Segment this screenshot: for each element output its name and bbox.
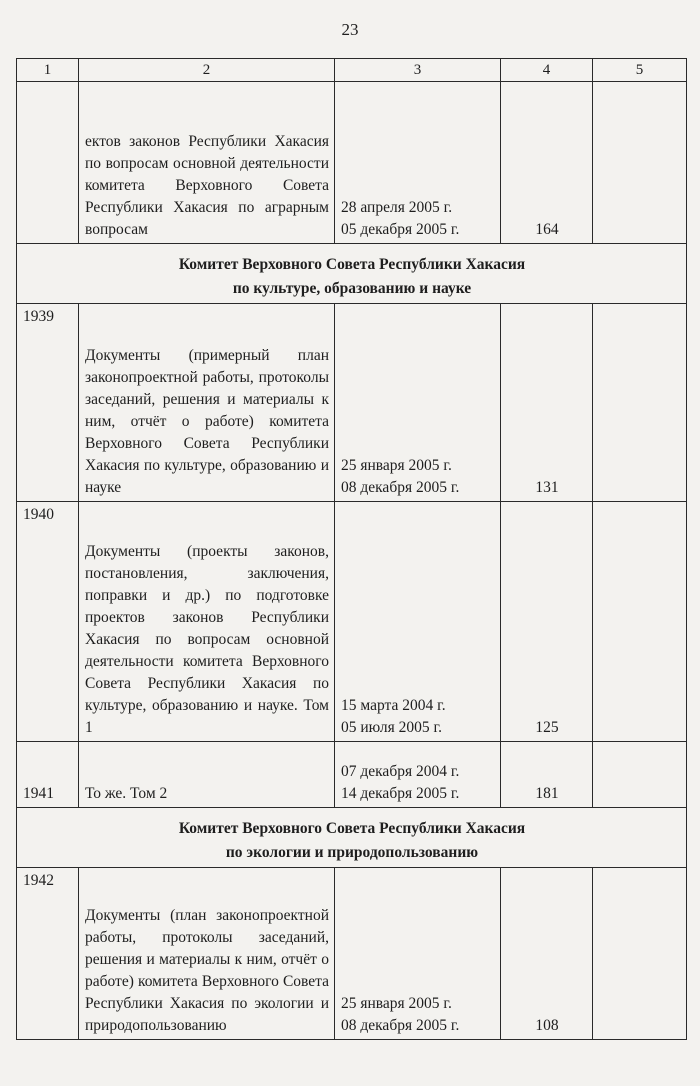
date-end: 14 декабря 2005 г.: [341, 785, 460, 802]
item-note: [593, 868, 687, 1040]
table-row: [17, 82, 687, 244]
column-header-1: 1: [17, 59, 79, 82]
item-note: [593, 742, 687, 808]
date-start: 15 марта 2004 г.: [341, 697, 446, 714]
item-dates: [335, 82, 501, 244]
section-heading-line: по культуре, образованию и науке: [232, 280, 472, 297]
section-heading: [17, 808, 687, 868]
item-dates: [335, 742, 501, 808]
column-header-5: 5: [593, 59, 687, 82]
section-heading-line: по экологии и природопользованию: [225, 844, 479, 861]
sheet-count: 125: [501, 502, 593, 742]
section-heading: [17, 244, 687, 304]
section-row: [17, 244, 687, 304]
column-header-4: 4: [501, 59, 593, 82]
date-start: 07 декабря 2004 г.: [341, 763, 460, 780]
sheet-count: 131: [501, 304, 593, 502]
item-title: Документы (примерный план законопроектной работы, протоколы заседаний, решения и материалы к ним, отчёт о работе) комитета Верховного Совета Республики Хакасия по культуре, образованию и науке: [79, 304, 335, 502]
date-end: 05 декабря 2005 г.: [341, 221, 460, 238]
table-row: [17, 304, 687, 502]
column-number-row: [17, 59, 687, 82]
item-number: 1940: [17, 502, 79, 742]
item-note: [593, 502, 687, 742]
section-heading-line: Комитет Верховного Совета Республики Хакасия: [178, 820, 526, 837]
item-note: [593, 82, 687, 244]
table-row: [17, 742, 687, 808]
date-start: 25 января 2005 г.: [341, 457, 452, 474]
column-header-2: 2: [79, 59, 335, 82]
item-number: 1942: [17, 868, 79, 1040]
column-header-3: 3: [335, 59, 501, 82]
page-number: 23: [341, 20, 359, 39]
date-end: 05 июля 2005 г.: [341, 719, 442, 736]
date-end: 08 декабря 2005 г.: [341, 1017, 460, 1034]
section-heading-line: Комитет Верховного Совета Республики Хакасия: [178, 256, 526, 273]
item-number: 1939: [17, 304, 79, 502]
item-dates: [335, 304, 501, 502]
item-number: [17, 82, 79, 244]
item-title: ектов законов Республики Хакасия по вопросам основной деятельности комитета Верховного Совета Республики Хакасия по аграрным вопросам: [79, 82, 335, 244]
date-end: 08 декабря 2005 г.: [341, 479, 460, 496]
table-row: [17, 868, 687, 1040]
section-row: [17, 808, 687, 868]
item-title: То же. Том 2: [79, 742, 335, 808]
date-start: 28 апреля 2005 г.: [341, 199, 453, 216]
sheet-count: 164: [501, 82, 593, 244]
item-note: [593, 304, 687, 502]
table-row: [17, 502, 687, 742]
item-number: 1941: [17, 742, 79, 808]
sheet-count: 181: [501, 742, 593, 808]
item-dates: [335, 502, 501, 742]
item-title: Документы (проекты законов, постановления, заключения, поправки и др.) по подготовке проектов законов Республики Хакасия по вопросам основной деятельности комитета Верховного Совета Республики Хакасия по культуре, образованию и науке. Том 1: [79, 502, 335, 742]
date-start: 25 января 2005 г.: [341, 995, 452, 1012]
item-dates: [335, 868, 501, 1040]
archive-inventory-table: [16, 58, 687, 1040]
sheet-count: 108: [501, 868, 593, 1040]
item-title: Документы (план законопроектной работы, протоколы заседаний, решения и материалы к ним, отчёт о работе) комитета Верховного Совета Республики Хакасия по экологии и природопользованию: [79, 868, 335, 1040]
